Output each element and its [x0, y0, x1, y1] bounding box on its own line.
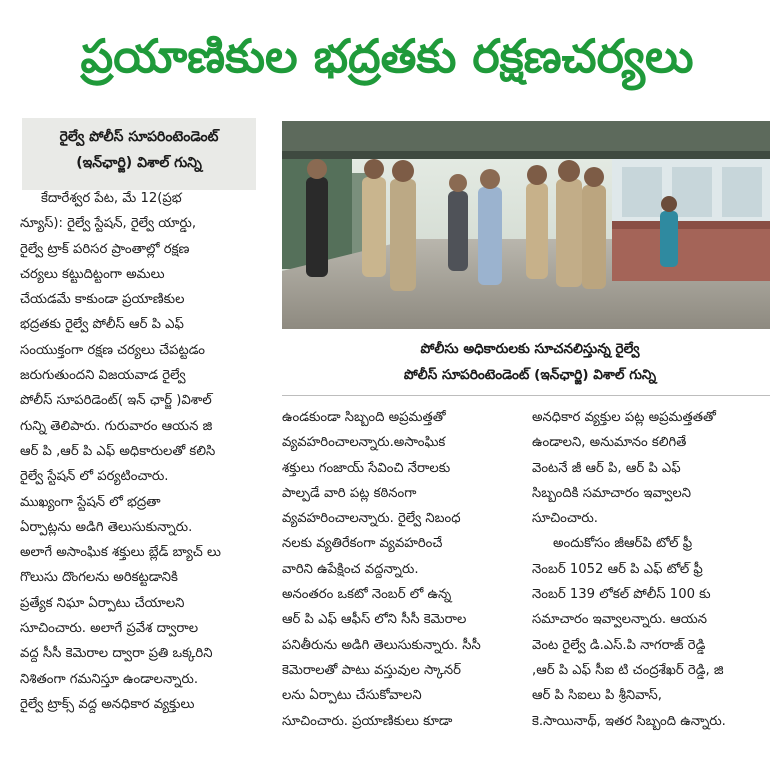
text-line: అందుకోసం జీఆర్‌పి టోల్ ఫ్రీ	[532, 536, 693, 552]
text-line: సూచించారు. ప్రయాణికులు కూడా	[282, 713, 453, 729]
text-line: నెంబర్ 139 లోకల్ పోలీస్ 100 కు	[532, 587, 711, 603]
station-platform-illustration	[282, 121, 770, 329]
text-line: ఆర్ పి సిఐలు పి శ్రీనివాస్,	[532, 688, 662, 704]
text-line: సూచించారు.	[532, 511, 598, 527]
text-line: ఏర్పాట్లను అడిగి తెలుసుకున్నారు.	[20, 519, 193, 535]
text-line: పనితీరును అడిగి తెలుసుకున్నారు. సీసీ	[282, 637, 481, 653]
text-line: పాల్పడే వారి పట్ల కఠినంగా	[282, 485, 417, 501]
text-line: శక్తులు గంజాయ్ సేవించి నేరాలకు	[282, 460, 451, 476]
text-line: చేయడమే కాకుండా ప్రయాణికుల	[20, 292, 185, 308]
text-line: వ్యవహరించాలన్నారు. రైల్వే నిబంధ	[282, 511, 461, 527]
text-line: ఆర్ పి ,ఆర్ పి ఎఫ్ అధికారులతో కలిసి	[20, 443, 216, 459]
text-line: గున్ని తెలిపారు. గురువారం ఆయన జి	[20, 418, 213, 434]
text-line: కె.సాయినాథ్, ఇతర సిబ్బంది ఉన్నారు.	[532, 713, 726, 729]
text-line: న్యూస్): రైల్వే స్టేషన్, రైల్వే యార్డు,	[20, 216, 197, 232]
text-line: సంయుక్తంగా రక్షణ చర్యలు చేపట్టడం	[20, 342, 205, 358]
article-column-1	[20, 186, 260, 717]
text-line: రైల్వే ట్రాక్ పరిసర ప్రాంతాల్లో రక్షణ	[20, 241, 190, 257]
text-line: ఆర్ పి ఎఫ్ ఆఫీస్ లోని సీసీ కెమెరాల	[282, 612, 467, 628]
photo-caption-line-1: పోలీసు అధికారులకు సూచనలిస్తున్న రైల్వే	[420, 341, 640, 357]
text-line: నలకు వ్యతిరేకంగా వ్యవహరించే	[282, 536, 443, 552]
text-line: ప్రత్యేక నిఘా ఏర్పాటు చేయాలని	[20, 595, 185, 611]
text-line: అనధికార వ్యక్తుల పట్ల అప్రమత్తతతో	[532, 410, 716, 425]
text-line: రైల్వే స్టేషన్ లో పర్యటించారు.	[20, 469, 169, 485]
text-line: వ్యవహరించాలన్నారు.అసాంఘిక	[282, 435, 446, 451]
text-line: రైల్వే ట్రాక్స్ వద్ద అనధికార వ్యక్తులు	[20, 696, 195, 712]
text-line: సూచించారు. అలాగే ప్రవేశ ద్వారాల	[20, 621, 199, 637]
headline: ప్రయాణికుల భద్రతకు రక్షణచర్యలు	[80, 29, 694, 83]
text-line: సిబ్బందికి సమాచారం ఇవ్వాలని	[532, 485, 691, 501]
text-line: ,ఆర్ పి ఎఫ్ సీఐ టి చంద్రశేఖర్ రెడ్డి, జి	[532, 662, 724, 678]
text-line: కేదారేశ్వర పేట, మే 12(ప్రభ	[20, 191, 182, 206]
text-line: భద్రతకు రైల్వే పోలీస్ ఆర్ పి ఎఫ్	[20, 317, 184, 333]
text-line: నిశితంగా గమనిస్తూ ఉండాలన్నారు.	[20, 671, 199, 687]
text-line: ఉండాలని, అనుమానం కలిగితే	[532, 435, 687, 451]
text-line: గొలుసు దొంగలను అరికట్టడానికి	[20, 570, 178, 586]
photo-caption-line-2: పోలీస్ సూపరింటెండెంట్ (ఇన్‌ఛార్జి) విశాల్ గున్ని	[403, 367, 657, 383]
text-line: ఉండకుండా సిబ్బంది అప్రమత్తతో	[282, 410, 446, 425]
text-line: అనంతరం ఒకటో నెంబర్ లో ఉన్న	[282, 587, 452, 603]
text-line: ముఖ్యంగా స్టేషన్ లో భద్రతా	[20, 494, 161, 510]
text-line: పోలీస్ సూపరిడెంట్( ఇన్ ఛార్జ్ )విశాల్	[20, 393, 212, 409]
news-photo	[282, 121, 770, 329]
text-line: జరుగుతుందని విజయవాడ రైల్వే	[20, 368, 186, 384]
text-line: సమాచారం ఇవ్వాలన్నారు. ఆయన	[532, 612, 708, 628]
subheadline-line-2: (ఇన్‌ఛార్జి) విశాల్ గున్ని	[76, 155, 202, 171]
article-column-3	[532, 405, 770, 734]
photo-caption	[300, 336, 760, 392]
text-line: అలాగే అసాంఘిక శక్తులు బ్లేడ్ బ్యాచ్ లు	[20, 545, 221, 561]
text-line: వెంట రైల్వే డి.ఎస్.పి నాగరాజ్ రెడ్డి	[532, 637, 706, 653]
text-line: వద్ద సీసీ కెమెరాల ద్వారా ప్రతి ఒక్కరిని	[20, 646, 213, 662]
article-column-2	[282, 405, 514, 734]
text-line: వారిని ఉపేక్షించ వద్దన్నారు.	[282, 561, 419, 577]
subheadline-box	[22, 118, 256, 190]
text-line: చర్యలు కట్టుదిట్టంగా అమలు	[20, 266, 165, 282]
text-line: వెంటనే జీ ఆర్ పి, ఆర్ పి ఎఫ్	[532, 460, 681, 476]
subheadline-line-1: రైల్వే పోలీస్ సూపరింటెండెంట్	[59, 129, 219, 145]
caption-divider	[282, 395, 770, 396]
text-line: నెంబర్ 1052 ఆర్ పి ఎఫ్ టోల్ ఫ్రీ	[532, 561, 703, 577]
text-line: కెమెరాలతో పాటు వస్తువుల స్కానర్	[282, 662, 461, 678]
text-line: లను ఏర్పాటు చేసుకోవాలని	[282, 688, 422, 704]
